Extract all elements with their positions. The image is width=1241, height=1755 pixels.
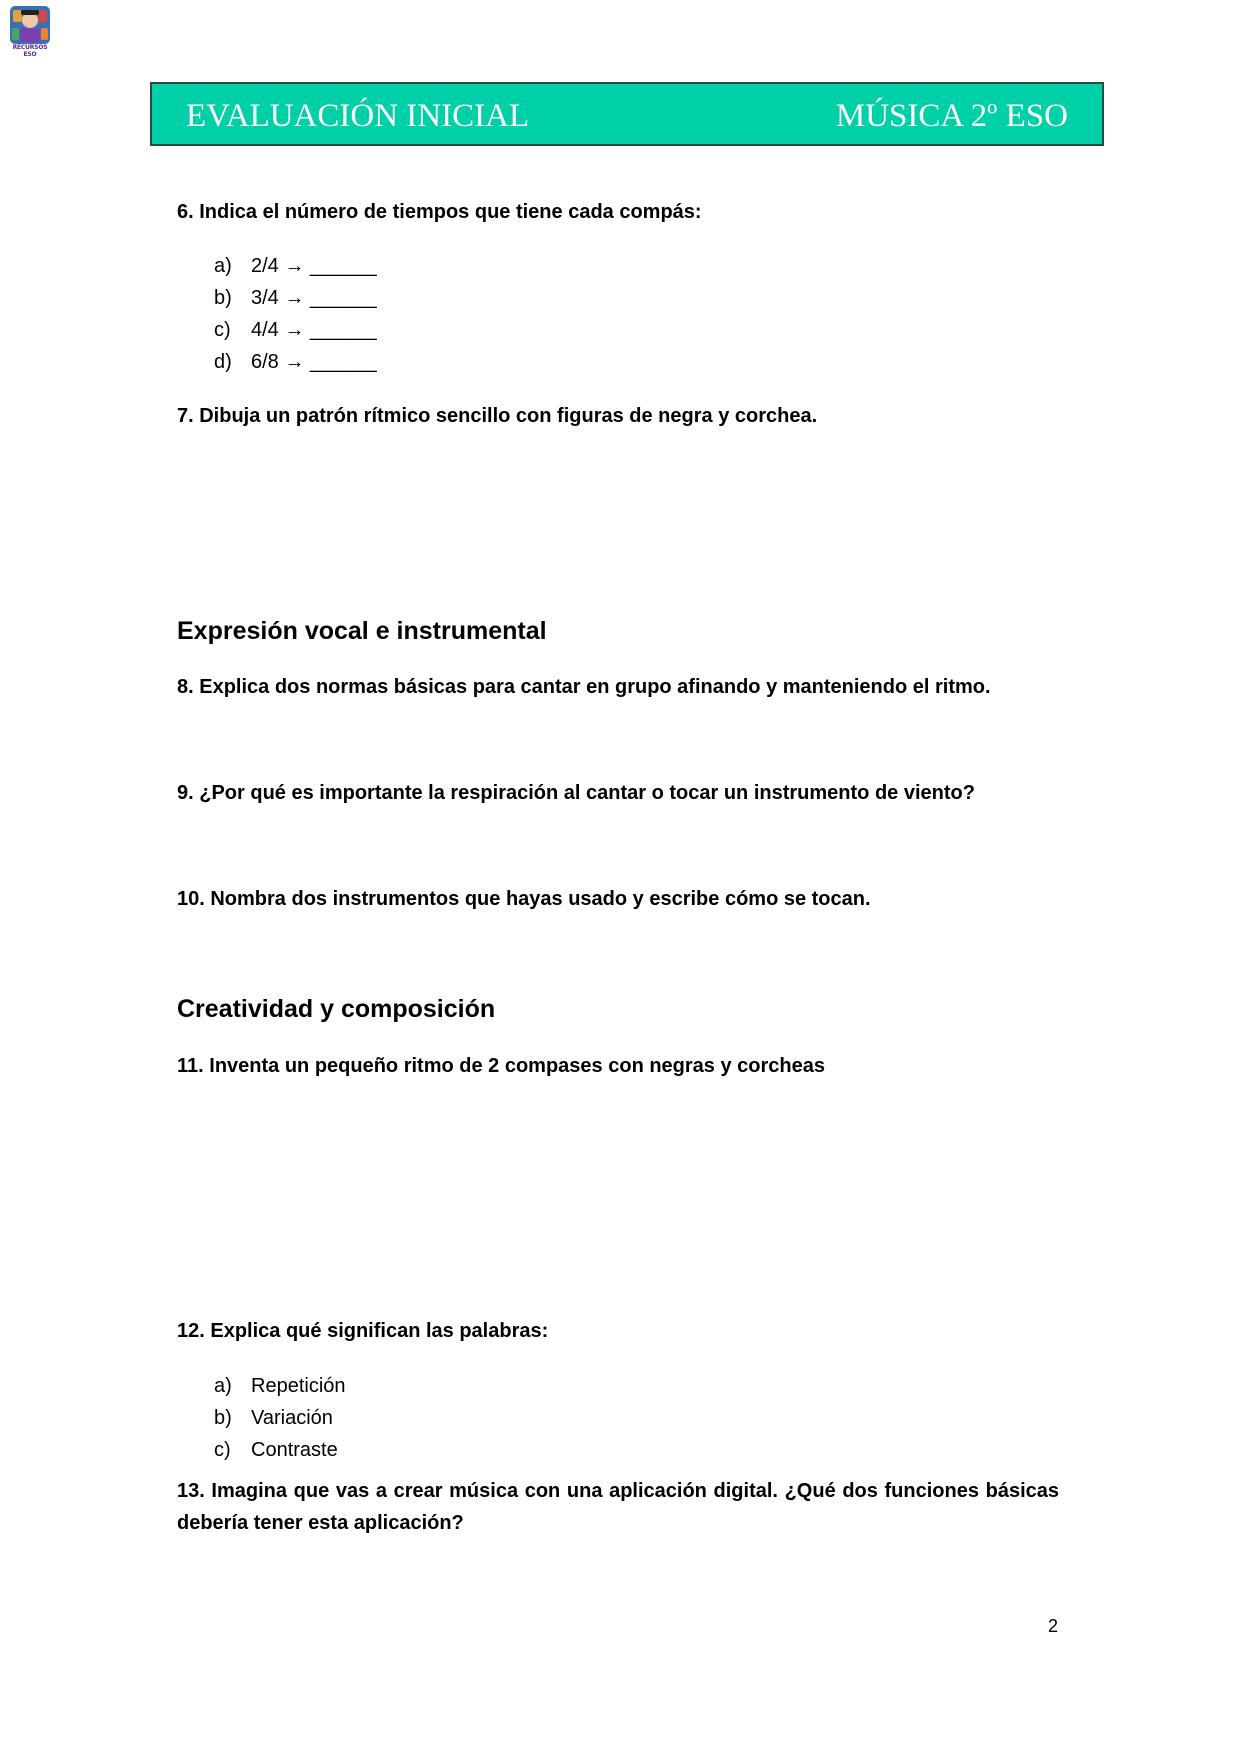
- list-item: [214, 1370, 346, 1402]
- list-text: Repetición: [251, 1375, 346, 1397]
- list-marker: d): [214, 351, 232, 373]
- question-9-text: 9. ¿Por qué es importante la respiración al cantar o tocar un instrumento de viento?: [177, 782, 975, 804]
- header-subject: MÚSICA 2º ESO: [835, 98, 1068, 134]
- question-7: [177, 400, 1059, 432]
- page-number: 2: [1048, 1616, 1059, 1636]
- question-13: [177, 1475, 1059, 1539]
- list-item: [214, 1434, 346, 1466]
- question-12-text: 12. Explica qué significan las palabras:: [177, 1320, 549, 1342]
- list-item: [214, 282, 377, 314]
- list-text: 6/8 → ______: [251, 351, 377, 373]
- list-marker: a): [214, 1375, 232, 1397]
- list-item: [214, 346, 377, 378]
- question-12-options: [214, 1370, 346, 1466]
- list-marker: c): [214, 1439, 231, 1461]
- header-title: EVALUACIÓN INICIAL: [186, 98, 530, 134]
- list-marker: c): [214, 319, 231, 341]
- question-9: [177, 777, 1059, 809]
- list-text: 2/4 → ______: [251, 255, 377, 277]
- question-13-text: 13. Imagina que vas a crear música con una aplicación digital. ¿Qué dos funciones básicas debería tener esta aplicación?: [177, 1480, 1059, 1534]
- header-banner: [150, 82, 1104, 146]
- list-item: [214, 250, 377, 282]
- question-6-options: [214, 250, 377, 378]
- question-8: [177, 671, 1059, 703]
- list-text: 3/4 → ______: [251, 287, 377, 309]
- logo-text: RECURSOS ESO: [12, 44, 48, 58]
- section-title: Creatividad y composición: [177, 995, 496, 1023]
- question-6: [177, 196, 1059, 228]
- question-11-text: 11. Inventa un pequeño ritmo de 2 compases con negras y corcheas: [177, 1055, 825, 1077]
- list-item: [214, 1402, 346, 1434]
- section-title: Expresión vocal e instrumental: [177, 617, 547, 645]
- question-10: [177, 883, 1059, 915]
- question-7-text: 7. Dibuja un patrón rítmico sencillo con figuras de negra y corchea.: [177, 405, 818, 427]
- question-12: [177, 1315, 1059, 1347]
- question-8-text: 8. Explica dos normas básicas para cantar en grupo afinando y manteniendo el ritmo.: [177, 676, 991, 698]
- question-10-text: 10. Nombra dos instrumentos que hayas usado y escribe cómo se tocan.: [177, 888, 871, 910]
- list-text: Contraste: [251, 1439, 338, 1461]
- section-heading-vocal: [177, 616, 1059, 646]
- list-marker: b): [214, 287, 232, 309]
- list-text: Variación: [251, 1407, 333, 1429]
- list-marker: b): [214, 1407, 232, 1429]
- question-6-text: 6. Indica el número de tiempos que tiene cada compás:: [177, 201, 702, 223]
- question-11: [177, 1050, 1059, 1082]
- logo-illustration-icon: [8, 4, 52, 46]
- list-text: 4/4 → ______: [251, 319, 377, 341]
- list-marker: a): [214, 255, 232, 277]
- section-heading-creativity: [177, 994, 1059, 1024]
- recursos-eso-logo: [8, 4, 52, 58]
- list-item: [214, 314, 377, 346]
